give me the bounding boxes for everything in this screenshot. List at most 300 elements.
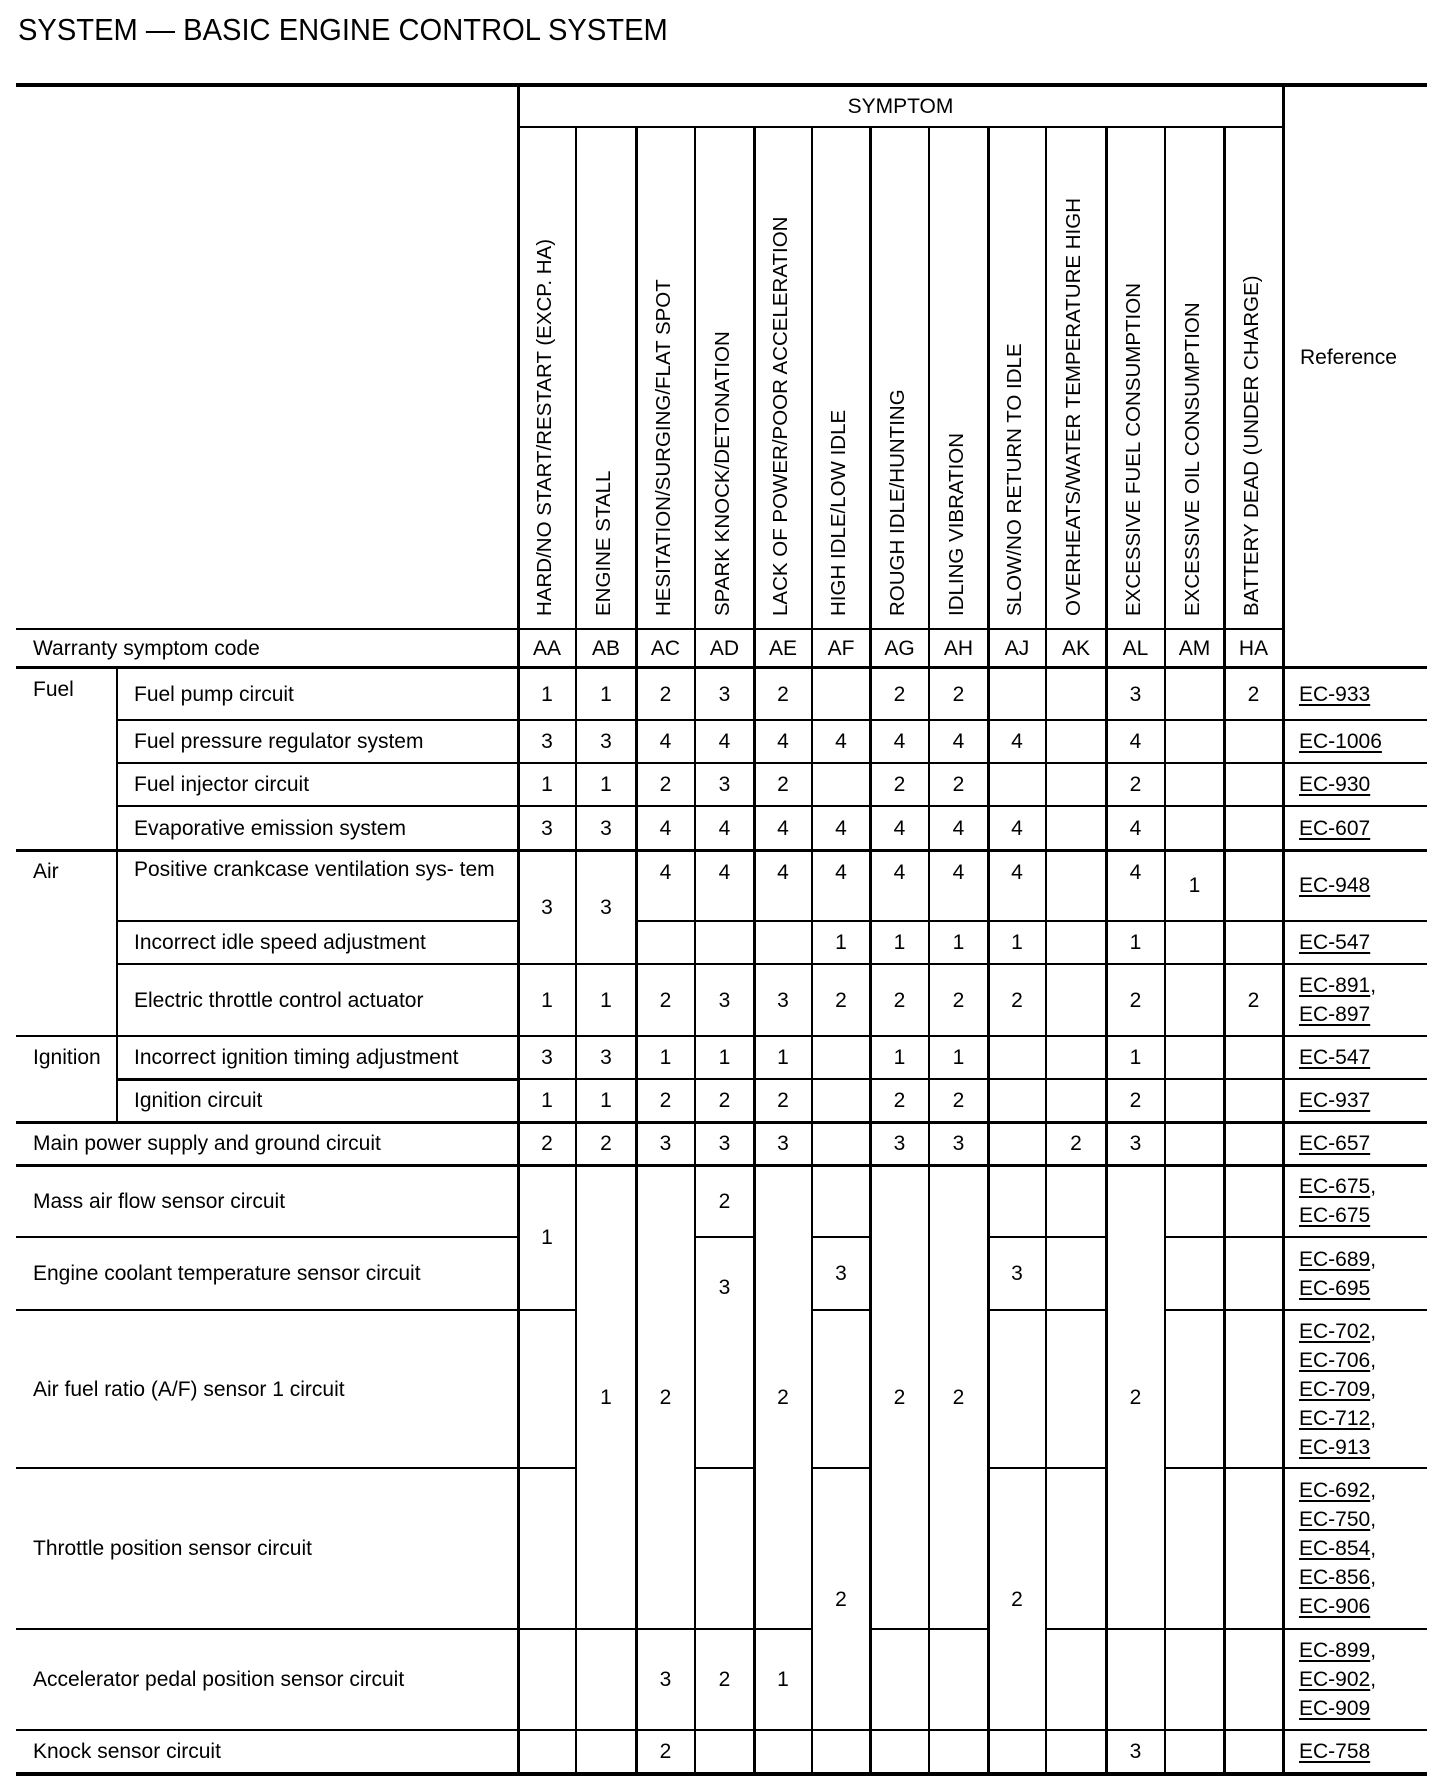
symptom-column-header [576,128,636,628]
matrix-value [929,1629,988,1730]
ref-row-rule [1283,1164,1427,1167]
row-item-label: Knock sensor circuit [33,1740,221,1763]
symptom-label: ENGINE STALL [592,470,615,616]
matrix-value: 4 [893,730,906,753]
matrix-value [988,1165,1046,1237]
reference-cell: EC-692, EC-750, EC-854, EC-856, EC-906 [1299,1479,1377,1618]
row-rule [117,963,518,965]
symptom-label: SLOW/NO RETURN TO IDLE [1003,343,1026,616]
ref-row-rule [1283,1035,1427,1037]
matrix-value: 1 [541,988,553,1012]
matrix-value [1046,1036,1106,1079]
matrix-value: 2 [541,1132,553,1155]
matrix-value [695,1468,754,1629]
matrix-value: 4 [718,816,731,840]
matrix-value [1165,1730,1224,1773]
matrix-value [1224,1468,1283,1629]
reference-link[interactable]: EC-891 [1299,974,1371,997]
matrix-value: 4 [777,816,789,840]
symptom-label: EXCESSIVE OIL CONSUMPTION [1180,302,1204,616]
matrix-value [1165,1079,1224,1122]
reference-link[interactable]: EC-1006 [1299,730,1382,753]
matrix-value: 3 [541,1046,553,1069]
matrix-value [1046,1079,1106,1122]
row-rule [16,1309,518,1311]
warranty-code: AE [768,636,797,660]
reference-cell: EC-899, EC-902, EC-909 [1299,1639,1377,1720]
matrix-value [1224,763,1283,806]
matrix-value: 4 [893,861,906,884]
reference-link[interactable]: EC-702 [1299,1319,1371,1343]
matrix-value: 2 [952,988,965,1012]
symptom-column-header [929,128,988,628]
col-rule [1045,128,1047,1773]
row-rule [117,719,518,721]
matrix-value [1046,720,1106,763]
matrix-value: 3 [1129,1740,1142,1763]
reference-link[interactable]: EC-750 [1299,1508,1371,1531]
row-item-label: Engine coolant temperature sensor circuit [33,1262,421,1285]
reference-link[interactable]: EC-706 [1299,1348,1371,1372]
matrix-value [1224,1079,1283,1122]
symptom-label: HARD/NO START/RESTART (EXCP. HA) [533,238,556,616]
reference-cell [1283,720,1427,763]
row-item-label: Main power supply and ground circuit [33,1132,381,1155]
matrix-value [1046,763,1106,806]
matrix-value [1046,1730,1106,1773]
matrix-value: 4 [659,816,672,840]
matrix-value: 3 [600,816,612,840]
warranty-code: HA [1238,636,1269,660]
matrix-value: 2 [952,773,965,796]
matrix-value [1224,1629,1283,1730]
matrix-value: 1 [541,773,553,796]
ref-row-rule [1283,920,1427,922]
matrix-value: 4 [893,816,906,840]
matrix-value: 3 [718,988,731,1012]
row-item-label: Accelerator pedal position sensor circuit [33,1668,405,1691]
ref-row-rule [1283,719,1427,721]
matrix-value: 3 [718,682,731,706]
warranty-code: AK [1061,636,1090,660]
matrix-value [518,1468,576,1629]
matrix-value: 1 [659,1046,672,1069]
matrix-value [1046,1629,1106,1730]
matrix-value: 4 [1011,816,1023,840]
matrix-value [1165,921,1224,964]
matrix-value: 4 [777,861,789,884]
matrix-value [988,668,1046,720]
matrix-value: 4 [718,861,731,884]
reference-link[interactable]: EC-930 [1299,773,1371,796]
row-rule [117,805,518,807]
matrix-value: 1 [777,1668,789,1691]
matrix-value: 1 [893,931,906,954]
matrix-value: 3 [718,1132,731,1155]
reference-header: Reference [1300,346,1397,369]
symptom-column-header [695,128,754,628]
warranty-code: AF [827,636,855,660]
ref-row-rule [1283,1467,1427,1469]
matrix-value [988,763,1046,806]
symptom-column-header [518,128,576,628]
matrix-value: 3 [1129,682,1142,706]
matrix-value: 3 [718,1276,731,1299]
reference-link[interactable]: EC-547 [1299,1046,1371,1069]
matrix-value: 3 [600,1046,612,1069]
col-rule [517,87,520,1773]
group-rule [16,1035,117,1037]
matrix-value: 1 [893,1046,906,1069]
row-item-label: Air fuel ratio (A/F) sensor 1 circuit [33,1377,345,1401]
reference-link[interactable]: EC-689 [1299,1247,1371,1271]
matrix-value: 1 [1129,931,1142,954]
matrix-value: 3 [1011,1262,1023,1285]
symptom-column-header [1046,128,1106,628]
symptom-column-header [1165,128,1224,628]
reference-link[interactable]: EC-906 [1299,1595,1371,1618]
matrix-value [576,1730,636,1773]
matrix-value: 3 [600,895,612,919]
warranty-code: AD [709,636,740,660]
matrix-value: 2 [777,773,789,796]
matrix-value [1106,1629,1165,1730]
col-rule [635,128,638,1773]
symptom-column-header [870,128,929,628]
col-rule [1282,87,1285,1773]
matrix-value: 1 [541,1226,553,1249]
reference-link[interactable]: EC-695 [1299,1276,1371,1300]
matrix-value: 2 [718,1189,731,1213]
matrix-value [1165,806,1224,850]
matrix-value [870,1730,929,1773]
matrix-value: 3 [893,1132,906,1155]
col-rule [753,128,756,1773]
matrix-value: 1 [600,682,612,706]
matrix-value: 2 [952,1089,965,1112]
matrix-value [518,1310,576,1468]
ref-row-rule [1283,805,1427,807]
matrix-value [695,921,754,964]
col-rule [575,128,577,1773]
row-item-label: Evaporative emission system [134,816,406,840]
reference-link[interactable]: EC-902 [1299,1668,1371,1691]
reference-cell [1283,763,1427,806]
row-item-label: Throttle position sensor circuit [33,1537,312,1560]
reference-link[interactable]: EC-854 [1299,1537,1371,1560]
reference-cell [1283,806,1427,850]
row-rule [16,1729,518,1731]
matrix-value: 4 [777,730,789,753]
reference-link[interactable]: EC-675 [1299,1204,1371,1227]
matrix-value: 3 [777,988,789,1012]
group-rule [16,849,117,852]
matrix-value: 4 [1129,816,1142,840]
matrix-value: 2 [1129,988,1142,1012]
matrix-value: 2 [718,1668,731,1691]
reference-cell: EC-891, EC-897 [1299,974,1377,1026]
matrix-value: 2 [1070,1132,1082,1155]
matrix-value: 3 [541,816,553,840]
symptom-label: EXCESSIVE FUEL CONSUMPTION [1121,283,1145,616]
symptom-column-header [988,128,1046,628]
matrix-value [988,1310,1046,1468]
symptom-column-header [1106,128,1165,628]
page-title: SYSTEM — BASIC ENGINE CONTROL SYSTEM [18,12,668,47]
matrix-value: 4 [952,730,965,753]
matrix-value [1046,806,1106,850]
matrix-value [1165,1237,1224,1310]
reference-link[interactable]: EC-709 [1299,1377,1371,1401]
matrix-value: 4 [835,730,847,753]
reference-cell [1283,668,1427,720]
row-item-label: Incorrect ignition timing adjustment [134,1046,459,1069]
matrix-value [754,921,812,964]
matrix-value: 3 [777,1132,789,1155]
group-label: Fuel [33,678,74,701]
reference-link[interactable]: EC-758 [1299,1740,1371,1763]
matrix-value [1046,921,1106,964]
warranty-code: AC [650,636,681,660]
symptom-label: OVERHEATS/WATER TEMPERATURE HIGH [1062,197,1085,616]
matrix-value [1224,1122,1283,1165]
matrix-value: 1 [600,988,612,1012]
warranty-code: AL [1122,636,1149,660]
matrix-value [988,1079,1046,1122]
symptom-label: HESITATION/SURGING/FLAT SPOT [651,279,675,616]
ref-row-rule [1283,963,1427,965]
matrix-value: 2 [952,682,965,706]
matrix-value: 2 [659,1740,672,1763]
symptom-label: IDLING VIBRATION [944,432,968,616]
matrix-value [988,1036,1046,1079]
matrix-value [1224,1237,1283,1310]
matrix-value: 1 [600,1089,612,1112]
symptom-column-header [1224,128,1283,628]
warranty-code: AJ [1004,636,1030,660]
matrix-value [1165,1122,1224,1165]
warranty-code: AG [884,636,915,660]
reference-link[interactable]: EC-675 [1299,1175,1371,1198]
matrix-value [1165,1629,1224,1730]
matrix-value [1165,964,1224,1036]
row-item-label: Fuel pressure regulator system [134,730,424,753]
matrix-value: 4 [1129,861,1142,884]
matrix-value: 2 [659,682,672,706]
matrix-value [1224,1730,1283,1773]
matrix-value [1165,720,1224,763]
symptom-label: HIGH IDLE/LOW IDLE [827,409,850,616]
reference-link[interactable]: EC-692 [1299,1479,1371,1502]
reference-link[interactable]: EC-933 [1299,682,1371,706]
row-item-label: Fuel pump circuit [134,682,294,706]
matrix-value [812,763,870,806]
matrix-value: 2 [893,988,906,1012]
matrix-value [1224,806,1283,850]
matrix-value: 1 [600,1385,612,1409]
matrix-value: 4 [1011,730,1023,753]
row-rule [117,762,518,764]
symptom-label: SPARK KNOCK/DETONATION [710,331,734,616]
matrix-value [1224,1036,1283,1079]
matrix-value: 1 [541,1089,553,1112]
row-item-label: Incorrect idle speed adjustment [134,931,426,954]
reference-cell: EC-675, EC-675 [1299,1175,1377,1227]
reference-link[interactable]: EC-856 [1299,1566,1371,1589]
matrix-value: 1 [777,1046,789,1069]
warranty-code: AM [1178,636,1211,660]
matrix-value [636,921,695,964]
matrix-value [1165,1036,1224,1079]
matrix-value: 2 [777,682,789,706]
warranty-code: AH [943,636,974,660]
ref-row-rule [1283,849,1427,852]
col-rule [1105,128,1108,1773]
group-label: Ignition [33,1046,101,1069]
matrix-value: 2 [1011,1587,1023,1611]
row-rule [117,1078,518,1081]
col-rule [928,128,930,1773]
matrix-value [870,1629,929,1730]
matrix-value [1224,720,1283,763]
reference-link[interactable]: EC-712 [1299,1406,1371,1430]
symptom-label: BATTERY DEAD (UNDER CHARGE) [1239,275,1263,616]
col-rule [811,128,813,1773]
matrix-value: 2 [1129,1385,1142,1409]
reference-cell [1283,1036,1427,1079]
matrix-value: 3 [1129,1132,1142,1155]
matrix-value: 1 [1129,1046,1142,1069]
matrix-value: 3 [952,1132,965,1155]
symptom-column-header [636,128,695,628]
matrix-value: 1 [1188,874,1201,897]
matrix-value: 4 [952,861,965,884]
matrix-value [1046,1310,1106,1468]
matrix-value [1224,921,1283,964]
matrix-value [1224,850,1283,921]
warranty-code: AB [591,636,620,660]
matrix-value: 2 [659,1089,672,1112]
matrix-value [812,1165,870,1237]
symptom-label: LACK OF POWER/POOR ACCELERATION [769,216,792,616]
matrix-value: 2 [893,1089,906,1112]
matrix-value: 3 [718,773,731,796]
matrix-value: 1 [600,773,612,796]
matrix-value: 3 [541,895,553,919]
matrix-value: 2 [893,682,906,706]
reference-cell [1283,1730,1427,1773]
ref-row-rule [1283,1236,1427,1238]
col-rule [1164,128,1166,1773]
row-item-label: Ignition circuit [134,1089,263,1112]
symptom-header: SYMPTOM [847,95,954,118]
reference-link[interactable]: EC-657 [1299,1132,1371,1155]
matrix-value: 2 [1247,988,1260,1012]
matrix-value [695,1730,754,1773]
matrix-value [1046,850,1106,921]
reference-link[interactable]: EC-897 [1299,1003,1371,1026]
row-item-label: Mass air flow sensor circuit [33,1189,286,1213]
matrix-value: 1 [952,1046,965,1069]
warranty-code-label: Warranty symptom code [33,636,260,660]
matrix-value: 1 [952,931,965,954]
matrix-value [988,1122,1046,1165]
reference-cell [1283,921,1427,964]
ref-row-rule [1283,1121,1427,1124]
matrix-value: 2 [1247,682,1260,706]
matrix-value: 2 [952,1385,965,1409]
ref-row-rule [1283,1309,1427,1311]
matrix-value [1165,1310,1224,1468]
matrix-value [1224,1165,1283,1237]
matrix-value [929,1730,988,1773]
matrix-value: 4 [659,730,672,753]
col-rule [869,128,872,1773]
matrix-value [812,1310,870,1468]
row-rule [117,1035,518,1037]
matrix-value: 2 [659,1385,672,1409]
matrix-value: 4 [952,816,965,840]
matrix-value [1046,1165,1106,1237]
matrix-value: 4 [835,861,847,884]
row-item-label: Electric throttle control actuator [134,988,424,1012]
symptom-label: ROUGH IDLE/HUNTING [885,389,909,616]
row-rule [16,1236,518,1238]
matrix-value: 2 [1129,773,1142,796]
reference-link[interactable]: EC-913 [1299,1435,1371,1459]
row-item-label: Positive crankcase ventilation sys- tem [134,858,495,881]
row-item-label: Fuel injector circuit [134,773,310,796]
matrix-value [1165,1468,1224,1629]
row-rule [16,1628,518,1630]
matrix-value: 3 [659,1668,672,1691]
reference-link[interactable]: EC-607 [1299,816,1371,840]
matrix-value: 2 [893,773,906,796]
matrix-value [1165,1165,1224,1237]
matrix-value [812,668,870,720]
reference-link[interactable]: EC-937 [1299,1089,1371,1112]
ref-row-rule [1283,1078,1427,1080]
reference-cell [1283,850,1427,921]
matrix-value [1046,1468,1106,1629]
matrix-value [1165,763,1224,806]
reference-cell [1283,1122,1427,1165]
matrix-value: 1 [1011,931,1023,954]
matrix-value [1165,668,1224,720]
reference-cell: EC-689, EC-695 [1299,1247,1377,1300]
matrix-value: 3 [659,1132,672,1155]
bottom-rule [16,1772,1427,1776]
matrix-value: 2 [835,988,847,1012]
matrix-value [812,1730,870,1773]
matrix-value: 2 [893,1385,906,1409]
row-rule [16,1164,518,1167]
matrix-value [1046,668,1106,720]
matrix-value: 1 [718,1046,731,1069]
matrix-value: 2 [777,1089,789,1112]
reference-link[interactable]: EC-547 [1299,931,1371,954]
matrix-value: 4 [835,816,847,840]
matrix-value [518,1730,576,1773]
matrix-value: 3 [541,730,553,753]
matrix-value: 2 [777,1385,789,1409]
matrix-value: 2 [718,1089,731,1112]
reference-link[interactable]: EC-909 [1299,1697,1371,1720]
reference-link[interactable]: EC-899 [1299,1639,1371,1662]
matrix-value [576,1629,636,1730]
matrix-value: 3 [835,1262,847,1285]
reference-link[interactable]: EC-948 [1299,874,1371,897]
